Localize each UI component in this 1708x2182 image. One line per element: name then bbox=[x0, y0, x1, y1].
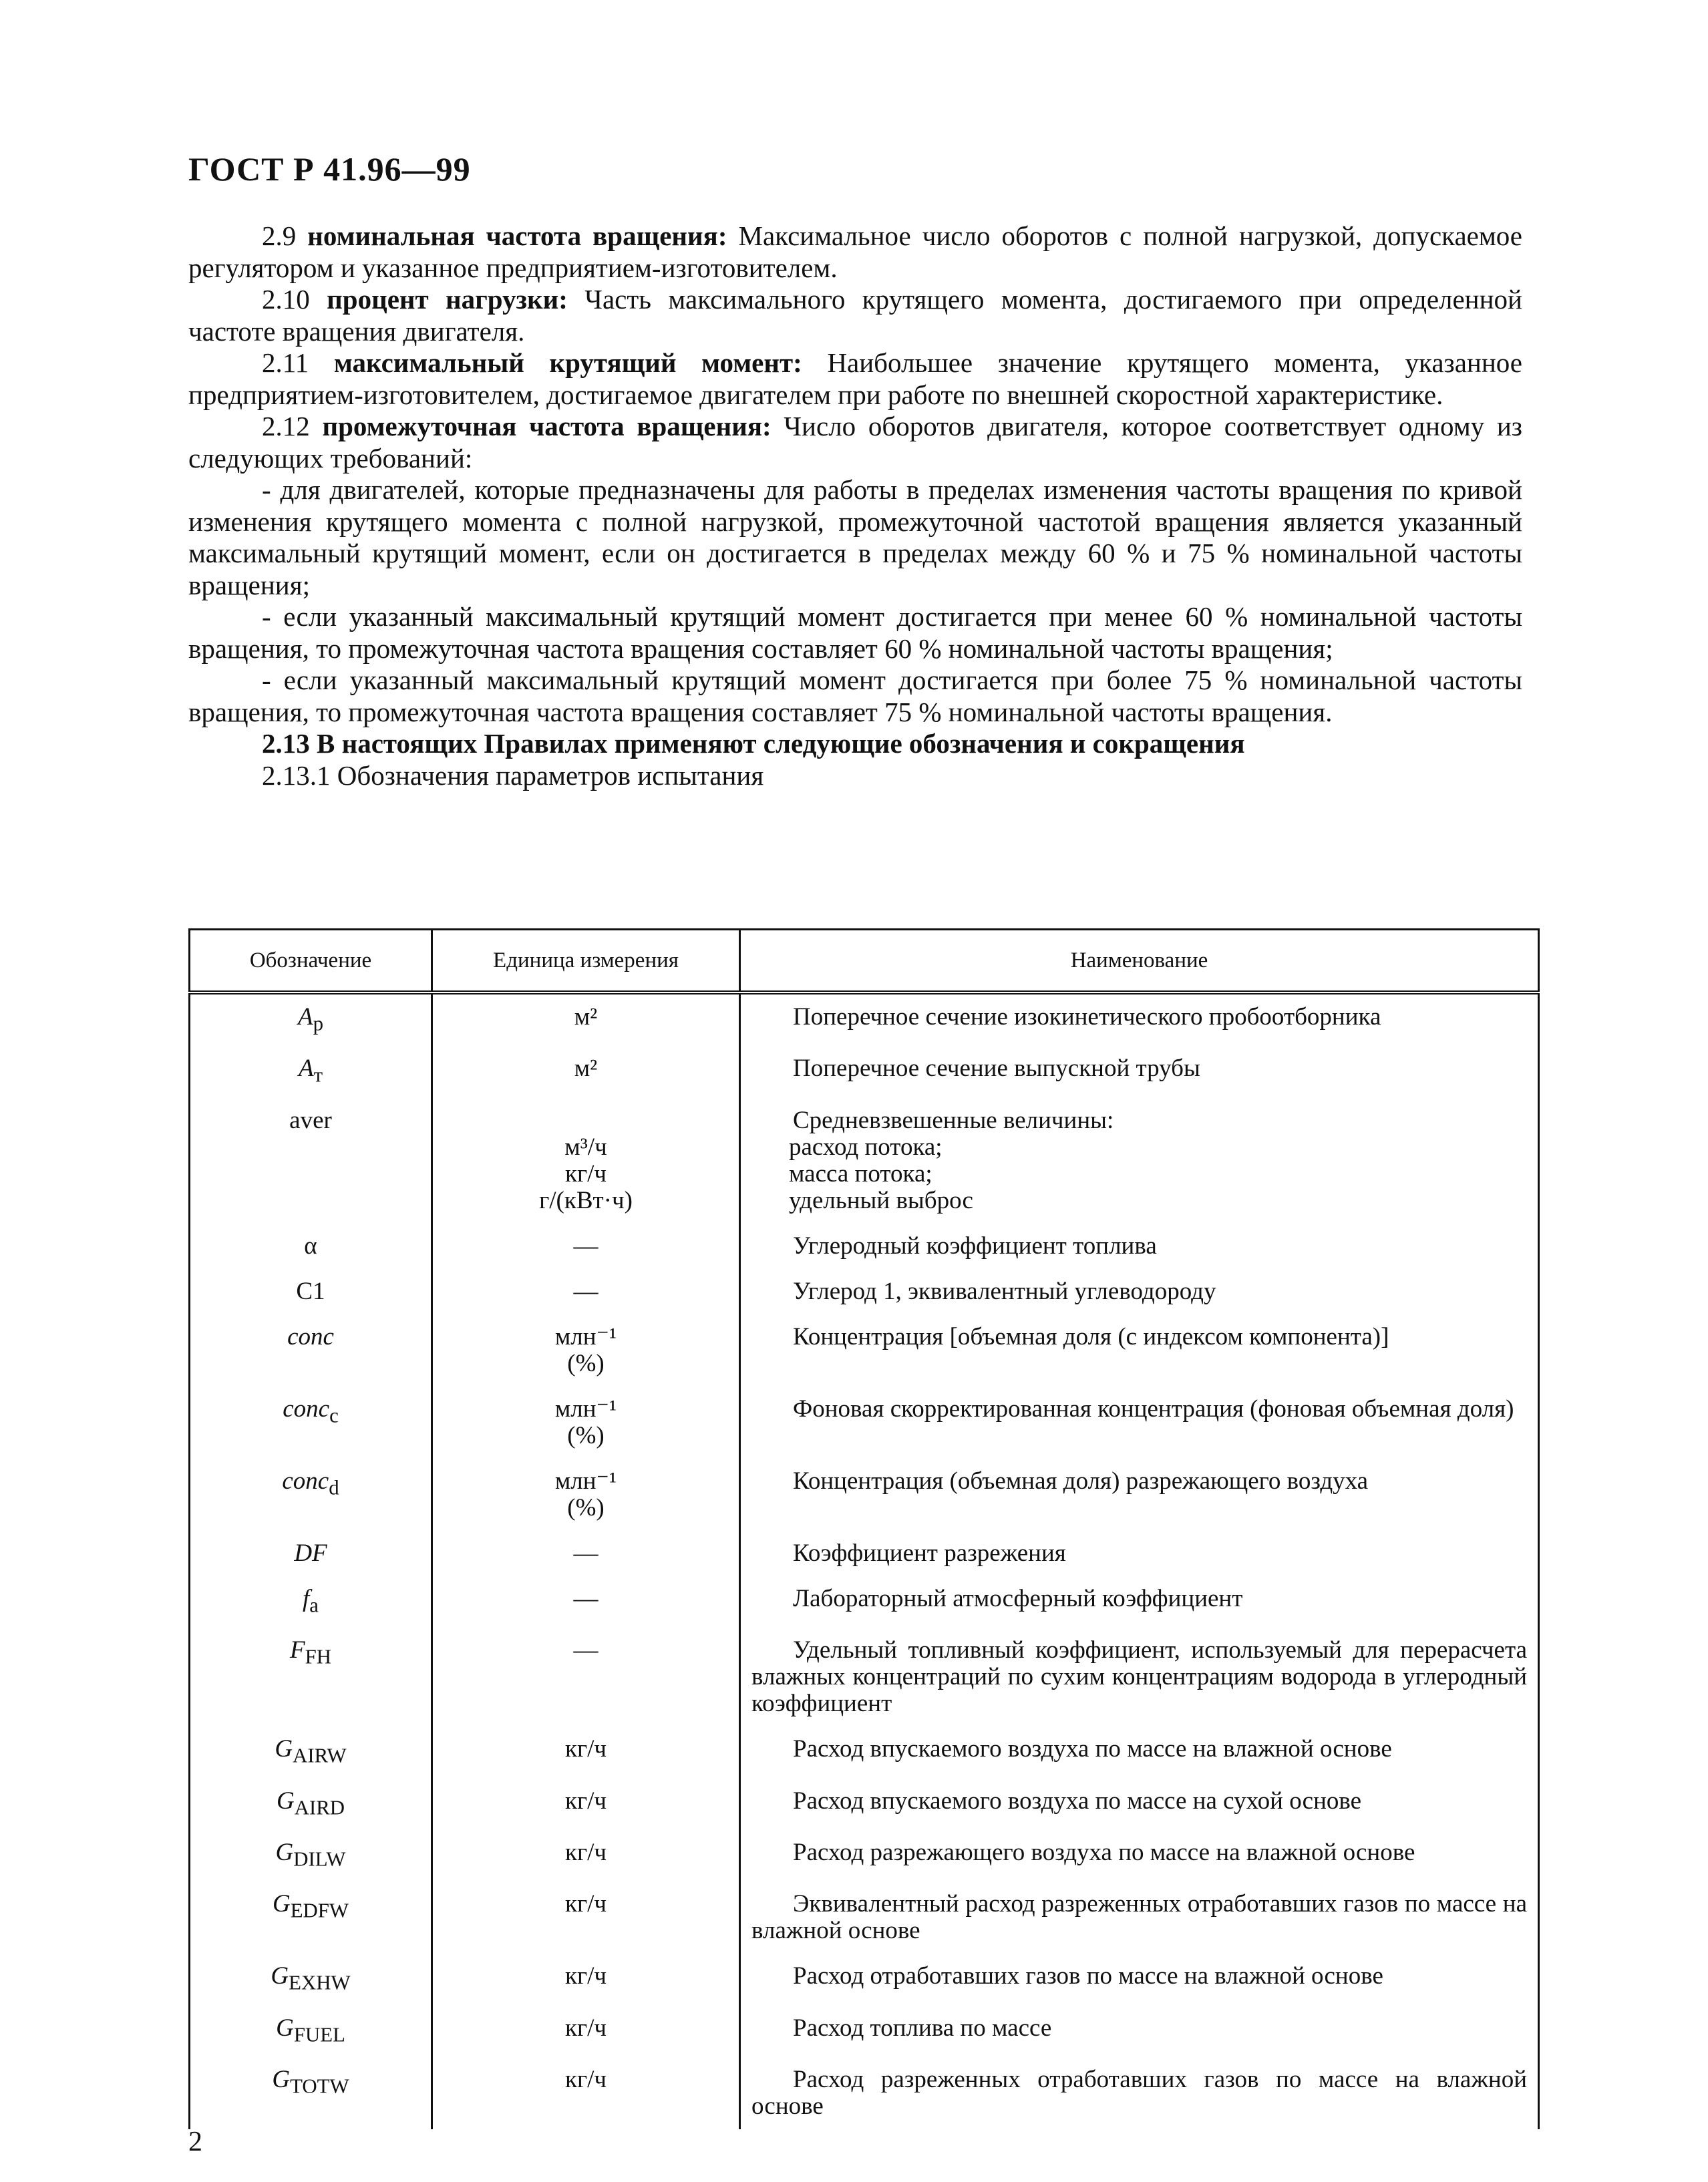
symbol: A bbox=[298, 1055, 314, 1083]
paragraph-number: 2.11 bbox=[262, 347, 334, 378]
page-number: 2 bbox=[188, 2127, 202, 2157]
name-cell bbox=[740, 1779, 1539, 1830]
table-row bbox=[190, 1387, 1539, 1459]
parameter-name: Концентрация [объемная доля (с индексом компонента)] bbox=[793, 1322, 1389, 1350]
symbol: G bbox=[272, 2066, 291, 2094]
symbol-cell bbox=[190, 1098, 432, 1224]
column-header-symbol: Обозначение bbox=[190, 930, 432, 993]
subsection-heading-2-13-1: 2.13.1 Обозначения параметров испытания bbox=[262, 759, 764, 791]
column-header-unit: Единица измерения bbox=[432, 930, 740, 993]
name-cell bbox=[740, 1830, 1539, 1881]
symbol: F bbox=[289, 1636, 305, 1664]
symbol-cell bbox=[190, 1881, 432, 1954]
definition: Наибольшее значение крутящего момента, указанное предприятием-изготовителем, достигаемое двигателем при работе по внешней скоростной характеристике. bbox=[188, 347, 1522, 410]
unit: кг/ч bbox=[564, 1838, 607, 1866]
symbol-cell bbox=[190, 1576, 432, 1628]
paragraph-2-10 bbox=[188, 284, 1522, 347]
unit-cell bbox=[432, 1628, 740, 1726]
name-cell bbox=[740, 1531, 1539, 1576]
unit-cell bbox=[432, 1881, 740, 1954]
bullet-item: - для двигателей, которые предназначены для работы в пределах изменения частоты вращения по кривой изменения крутящего момента с полной нагрузкой, промежуточной частотой вращения является указанный максимальный крутящий момент, если он достигается в пределах между 60 % и 75 % номинальной частоты вращения; bbox=[188, 474, 1522, 600]
unit-cell bbox=[432, 1531, 740, 1576]
unit: — bbox=[573, 1539, 599, 1567]
parameter-name: Средневзвешенные величины: bbox=[793, 1106, 1114, 1134]
definition: Максимальное число оборотов с полной нагрузкой, допускаемое регулятором и указанное предприятием-изготовителем. bbox=[188, 220, 1522, 283]
bullet-item: - если указанный максимальный крутящий момент достигается при более 75 % номинальной частоты вращения, то промежуточная частота вращения составляет 75 % номинальной частоты вращения. bbox=[188, 665, 1522, 727]
symbol-subscript: TOTW bbox=[290, 2074, 349, 2098]
parameter-name: Эквивалентный расход разреженных отработавших газов по массе на влажной основе bbox=[751, 1890, 1527, 1945]
symbol: C1 bbox=[296, 1277, 325, 1305]
unit: г/(кВт·ч) bbox=[539, 1186, 633, 1214]
name-cell bbox=[740, 1098, 1539, 1224]
symbol-cell bbox=[190, 1459, 432, 1531]
parameter-name: Поперечное сечение выпускной трубы bbox=[793, 1055, 1200, 1083]
table-header-row bbox=[190, 930, 1539, 993]
table-row bbox=[190, 1269, 1539, 1314]
parameter-name: Углеродный коэффициент топлива bbox=[793, 1232, 1157, 1260]
table-row bbox=[190, 1954, 1539, 2005]
name-cell bbox=[740, 2057, 1539, 2129]
symbol-subscript: т bbox=[313, 1063, 323, 1087]
symbol-cell bbox=[190, 1314, 432, 1387]
name-cell bbox=[740, 1046, 1539, 1097]
section-heading-2-13: 2.13 В настоящих Правилах применяют следующие обозначения и сокращения bbox=[262, 728, 1245, 759]
parameter-name: Расход впускаемого воздуха по массе на влажной основе bbox=[793, 1735, 1392, 1763]
table-row bbox=[190, 1098, 1539, 1224]
name-cell bbox=[740, 1881, 1539, 1954]
unit-cell bbox=[432, 992, 740, 1046]
table-row bbox=[190, 2006, 1539, 2057]
parameter-name: Удельный топливный коэффициент, используемый для перерасчета влажных концентраций по сухим концентрациям водорода в углеродный коэффициент bbox=[751, 1636, 1527, 1718]
symbol-cell bbox=[190, 1954, 432, 2005]
symbol: conc bbox=[282, 1467, 329, 1495]
paragraph-number: 2.10 bbox=[262, 284, 327, 315]
symbol-cell bbox=[190, 1779, 432, 1830]
symbol: G bbox=[272, 1890, 291, 1918]
unit-cell bbox=[432, 1224, 740, 1269]
unit: кг/ч bbox=[564, 1159, 607, 1188]
name-cell bbox=[740, 1224, 1539, 1269]
name-cell bbox=[740, 1269, 1539, 1314]
table-row bbox=[190, 992, 1539, 1046]
name-cell bbox=[740, 1387, 1539, 1459]
term: номинальная частота вращения: bbox=[307, 220, 727, 251]
symbol-subscript: a bbox=[309, 1594, 319, 1617]
name-cell bbox=[740, 1576, 1539, 1628]
unit: млн⁻¹ bbox=[554, 1322, 617, 1350]
symbol-cell bbox=[190, 992, 432, 1046]
symbol-subscript: c bbox=[329, 1404, 339, 1427]
table-row bbox=[190, 1224, 1539, 1269]
symbol-cell bbox=[190, 1628, 432, 1726]
unit-cell bbox=[432, 1314, 740, 1387]
unit-cell bbox=[432, 1576, 740, 1628]
unit: млн⁻¹ bbox=[554, 1467, 617, 1495]
table-row bbox=[190, 1779, 1539, 1830]
unit bbox=[434, 1107, 738, 1134]
symbol-subscript: FH bbox=[305, 1645, 332, 1668]
symbol: G bbox=[275, 1838, 294, 1866]
symbol-subscript: EXHW bbox=[289, 1971, 351, 1994]
unit-cell bbox=[432, 1726, 740, 1778]
symbol-subscript: d bbox=[329, 1476, 339, 1499]
table-row bbox=[190, 1576, 1539, 1628]
unit-cell bbox=[432, 1269, 740, 1314]
paragraph-2-11 bbox=[188, 347, 1522, 411]
table-row bbox=[190, 1726, 1539, 1778]
unit: — bbox=[573, 1636, 599, 1664]
parameter-name: Фоновая скорректированная концентрация (фоновая объемная доля) bbox=[793, 1395, 1514, 1423]
symbol-subscript: AIRD bbox=[294, 1795, 345, 1819]
unit-cell bbox=[432, 1046, 740, 1097]
symbol-cell bbox=[190, 1830, 432, 1881]
symbol: f bbox=[303, 1584, 310, 1612]
definition: Число оборотов двигателя, которое соответствует одному из следующих требований: bbox=[188, 411, 1522, 474]
symbol: G bbox=[276, 2014, 294, 2042]
parameter-name: Расход отработавших газов по массе на влажной основе bbox=[793, 1962, 1383, 1990]
symbol-cell bbox=[190, 2057, 432, 2129]
name-cell bbox=[740, 1314, 1539, 1387]
unit: м² bbox=[574, 1055, 598, 1083]
symbol-subscript: AIRW bbox=[293, 1744, 347, 1767]
term: максимальный крутящий момент: bbox=[333, 347, 802, 378]
parameter-name: удельный выброс bbox=[789, 1186, 973, 1214]
symbol: conc bbox=[283, 1395, 330, 1423]
symbol: conc bbox=[287, 1322, 334, 1350]
name-cell bbox=[740, 1459, 1539, 1531]
paragraph-2-9 bbox=[188, 220, 1522, 284]
parameter-name: Расход разреженных отработавших газов по массе на влажной основе bbox=[751, 2066, 1527, 2121]
table-row bbox=[190, 1531, 1539, 1576]
name-cell bbox=[740, 1726, 1539, 1778]
unit: — bbox=[573, 1277, 599, 1305]
unit-cell bbox=[432, 1779, 740, 1830]
parameter-name: масса потока; bbox=[789, 1159, 932, 1188]
symbol-subscript: p bbox=[313, 1012, 324, 1035]
name-cell bbox=[740, 2006, 1539, 2057]
bullet-item: - если указанный максимальный крутящий момент достигается при менее 60 % номинальной частоты вращения, то промежуточная частота вращения составляет 60 % номинальной частоты вращения; bbox=[188, 601, 1522, 664]
symbol-cell bbox=[190, 1224, 432, 1269]
unit: — bbox=[573, 1232, 599, 1260]
name-cell bbox=[740, 992, 1539, 1046]
symbol: aver bbox=[289, 1106, 332, 1134]
table-body bbox=[190, 992, 1539, 2129]
parameter-name: Углерод 1, эквивалентный углеводороду bbox=[793, 1277, 1216, 1305]
symbol-cell bbox=[190, 1046, 432, 1097]
table-row bbox=[190, 1881, 1539, 1954]
table-row bbox=[190, 1459, 1539, 1531]
unit: (%) bbox=[567, 1493, 605, 1521]
term: промежуточная частота вращения: bbox=[322, 411, 772, 441]
symbol-subscript: EDFW bbox=[290, 1899, 349, 1922]
parameter-name: Лабораторный атмосферный коэффициент bbox=[793, 1584, 1243, 1612]
symbol-subscript: DILW bbox=[293, 1847, 346, 1871]
symbol: A bbox=[297, 1003, 313, 1031]
table-row bbox=[190, 1046, 1539, 1097]
unit: млн⁻¹ bbox=[554, 1395, 617, 1423]
unit: (%) bbox=[567, 1349, 605, 1377]
symbol: α bbox=[304, 1232, 317, 1260]
unit: кг/ч bbox=[564, 1890, 607, 1918]
parameter-name: Концентрация (объемная доля) разрежающего воздуха bbox=[793, 1467, 1369, 1495]
symbol: G bbox=[271, 1962, 289, 1990]
paragraph-number: 2.12 bbox=[262, 411, 323, 441]
column-header-name: Наименование bbox=[740, 930, 1539, 993]
table-row bbox=[190, 1628, 1539, 1726]
unit-cell bbox=[432, 1954, 740, 2005]
unit-cell bbox=[432, 1830, 740, 1881]
term: процент нагрузки: bbox=[327, 284, 568, 315]
unit: кг/ч bbox=[564, 1962, 607, 1990]
symbol-subscript: FUEL bbox=[293, 2023, 345, 2046]
symbol-cell bbox=[190, 1531, 432, 1576]
parameter-name: Поперечное сечение изокинетического пробоотборника bbox=[793, 1003, 1381, 1031]
unit: кг/ч bbox=[564, 1787, 607, 1815]
unit-cell bbox=[432, 1098, 740, 1224]
unit-cell bbox=[432, 2006, 740, 2057]
name-cell bbox=[740, 1954, 1539, 2005]
body-text bbox=[188, 220, 1522, 791]
parameter-name: Коэффициент разрежения bbox=[793, 1539, 1066, 1567]
table-row bbox=[190, 2057, 1539, 2129]
symbol: G bbox=[275, 1735, 293, 1763]
unit: м² bbox=[574, 1003, 598, 1031]
symbol-cell bbox=[190, 1269, 432, 1314]
parameter-name: Расход разрежающего воздуха по массе на влажной основе bbox=[793, 1838, 1415, 1866]
symbol-cell bbox=[190, 1387, 432, 1459]
unit: (%) bbox=[567, 1421, 605, 1449]
paragraph-number: 2.9 bbox=[262, 220, 308, 251]
definition: Часть максимального крутящего момента, достигаемого при определенной частоте вращения двигателя. bbox=[188, 284, 1523, 347]
unit-cell bbox=[432, 1459, 740, 1531]
unit: кг/ч bbox=[564, 1735, 607, 1763]
parameter-name: Расход топлива по массе bbox=[793, 2014, 1052, 2042]
document-header: ГОСТ Р 41.96—99 bbox=[188, 150, 471, 188]
symbol-cell bbox=[190, 2006, 432, 2057]
unit: кг/ч bbox=[564, 2066, 607, 2094]
parameter-name: расход потока; bbox=[789, 1133, 943, 1161]
paragraph-2-12 bbox=[188, 411, 1522, 474]
symbol: DF bbox=[294, 1539, 327, 1567]
unit: — bbox=[573, 1584, 599, 1612]
parameter-name: Расход впускаемого воздуха по массе на сухой основе bbox=[793, 1787, 1362, 1815]
unit: кг/ч bbox=[564, 2014, 607, 2042]
unit-cell bbox=[432, 1387, 740, 1459]
table-row bbox=[190, 1830, 1539, 1881]
unit-cell bbox=[432, 2057, 740, 2129]
unit: м³/ч bbox=[564, 1133, 607, 1161]
symbol-cell bbox=[190, 1726, 432, 1778]
symbol: G bbox=[276, 1787, 295, 1815]
table-row bbox=[190, 1314, 1539, 1387]
parameters-table bbox=[188, 928, 1540, 2129]
name-cell bbox=[740, 1628, 1539, 1726]
